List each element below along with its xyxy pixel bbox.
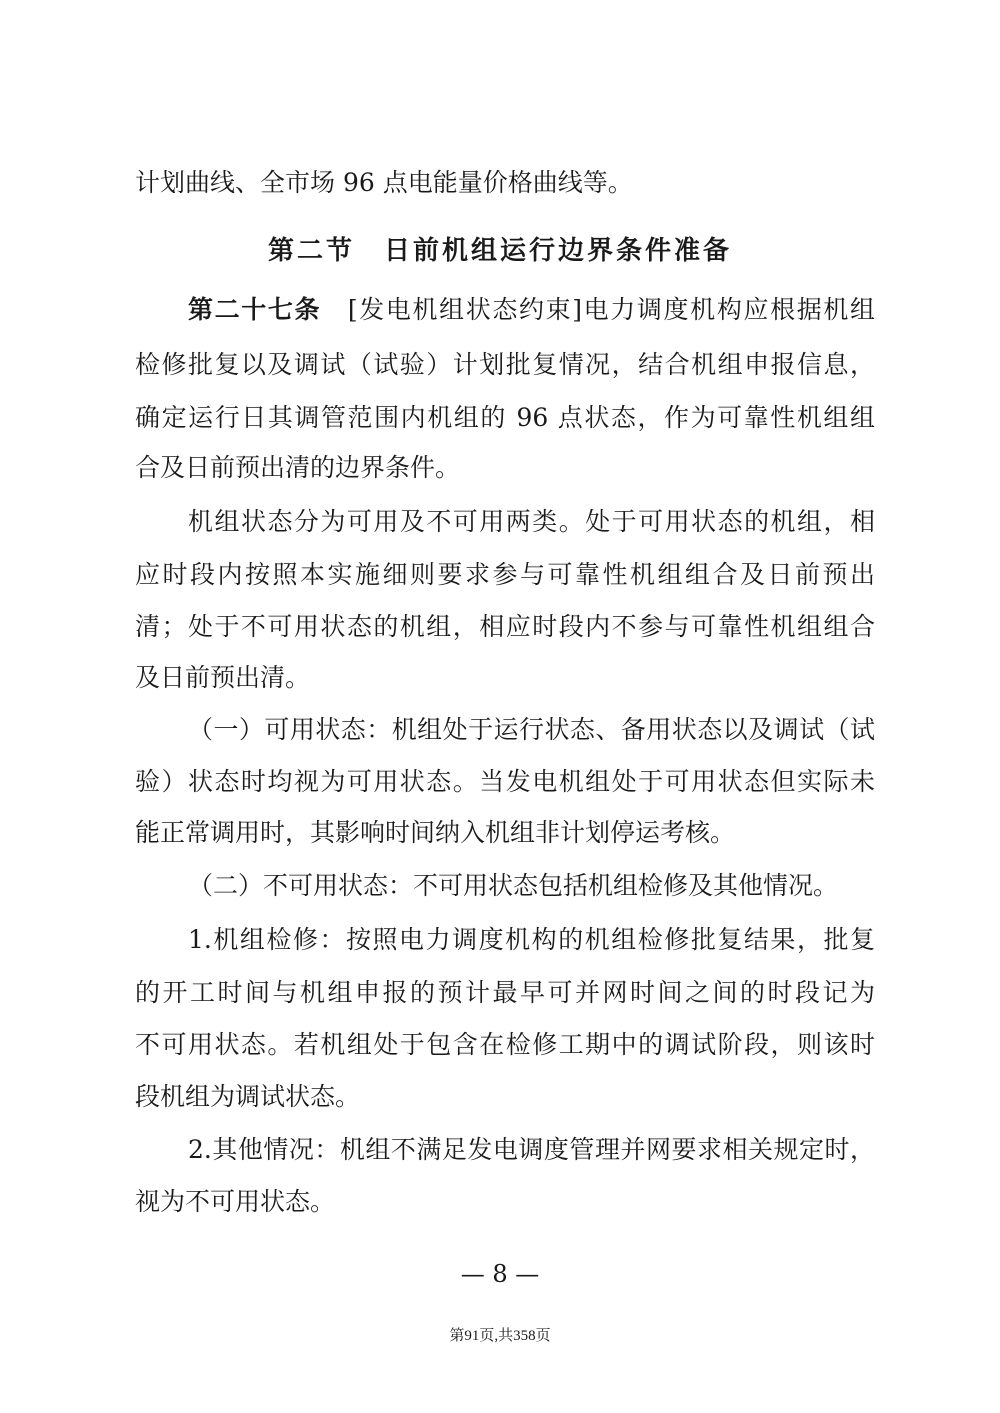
article-number: 第二十七条 xyxy=(188,295,322,324)
paragraph-line: 及日前预出清。 xyxy=(135,663,311,692)
paragraph-text: [发电机组状态约束]电力调度机构应根据机组 xyxy=(347,295,875,324)
paragraph-line: 清；处于不可用状态的机组，相应时段内不参与可靠性机组组合 xyxy=(135,612,875,641)
paragraph-line: 段机组为调试状态。 xyxy=(135,1082,361,1111)
paragraph-line: 计划曲线、全市场 96 点电能量价格曲线等。 xyxy=(135,168,633,197)
paragraph-line: 能正常调用时，其影响时间纳入机组非计划停运考核。 xyxy=(135,818,736,847)
paragraph-line: 检修批复以及调试（试验）计划批复情况，结合机组申报信息， xyxy=(135,350,875,379)
paragraph-line: 不可用状态。若机组处于包含在检修工期中的调试阶段，则该时 xyxy=(135,1030,875,1059)
section-heading: 第二节 日前机组运行边界条件准备 xyxy=(267,236,732,266)
paragraph-line: 的开工时间与机组申报的预计最早可并网时间之间的时段记为 xyxy=(135,978,875,1007)
paragraph-line: 视为不可用状态。 xyxy=(135,1187,336,1216)
page-number: — 8 — xyxy=(460,1260,540,1288)
paragraph-line: 1.机组检修：按照电力调度机构的机组检修批复结果，批复 xyxy=(188,925,875,954)
article-line xyxy=(188,295,875,325)
paragraph-line: 验）状态时均视为可用状态。当发电机组处于可用状态但实际未 xyxy=(135,767,875,796)
paragraph-line: （一）可用状态：机组处于运行状态、备用状态以及调试（试 xyxy=(188,715,875,744)
paragraph-line: 机组状态分为可用及不可用两类。处于可用状态的机组，相 xyxy=(188,507,875,536)
page-footer: 第91页,共358页 xyxy=(449,1328,551,1344)
paragraph-line: 应时段内按照本实施细则要求参与可靠性机组组合及日前预出 xyxy=(135,560,875,589)
paragraph-line: 2.其他情况：机组不满足发电调度管理并网要求相关规定时， xyxy=(188,1135,875,1164)
paragraph-line: （二）不可用状态：不可用状态包括机组检修及其他情况。 xyxy=(188,871,839,900)
paragraph-line: 合及日前预出清的边界条件。 xyxy=(135,453,461,482)
paragraph-line: 确定运行日其调管范围内机组的 96 点状态，作为可靠性机组组 xyxy=(135,403,875,432)
